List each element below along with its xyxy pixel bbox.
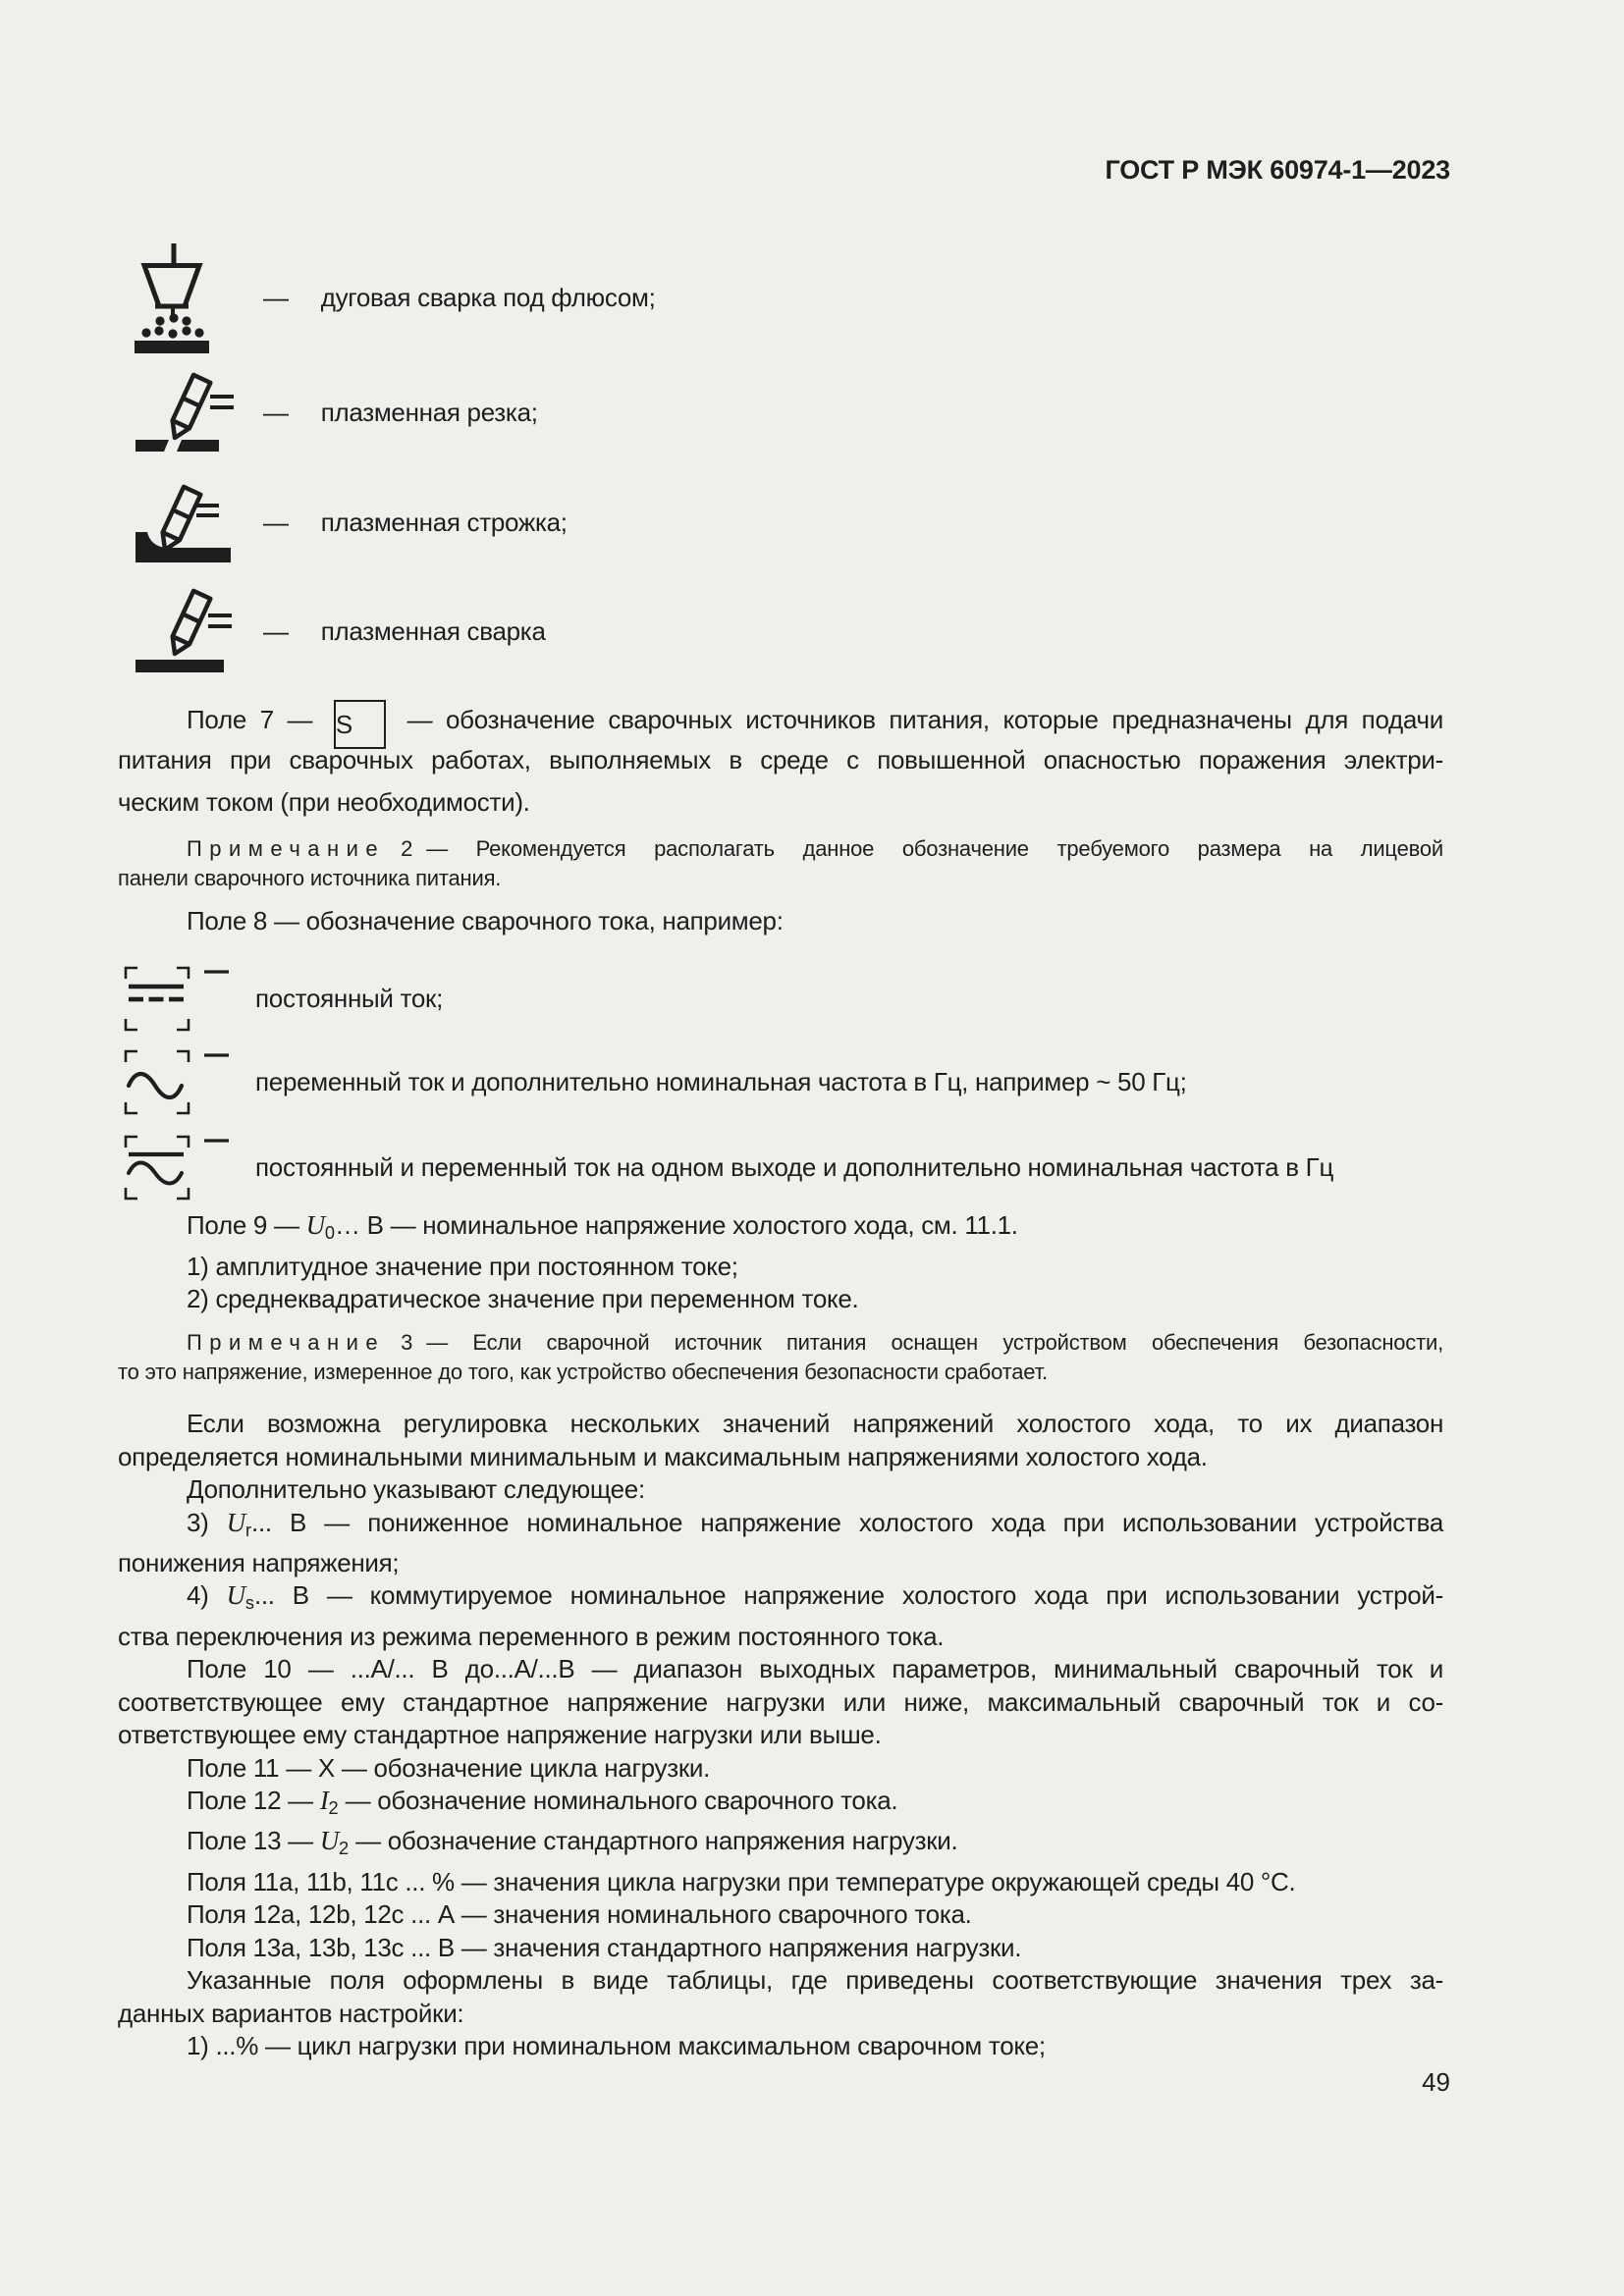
dash: — — [263, 398, 289, 427]
item3-line2: понижения напряжения; — [118, 1548, 400, 1578]
symbol-caption — [263, 281, 656, 314]
standard-designation-header: ГОСТ Р МЭК 60974-1—2023 — [1105, 155, 1450, 185]
symbol-row-alternating-current — [121, 1048, 1544, 1117]
item3-line1: 3) $U_r$... В — пониженное номинальное напряжение холостого хода при использовании устройства — [187, 1507, 1443, 1540]
note-number: 2 — [401, 836, 413, 861]
note2-line2: панели сварочного источника питания. — [118, 866, 502, 890]
item4-line1: 4) $U_s$... В — коммутируемое номинальное напряжение холостого хода при использовании устрой- — [187, 1580, 1443, 1614]
dash: — — [263, 616, 289, 646]
s-symbol-box — [334, 700, 386, 749]
regulation-para-line1: Если возможна регулировка нескольких значений напряжений холостого хода, то их диапазон — [187, 1409, 1443, 1439]
symbol-row-plasma-gouging — [0, 478, 1624, 581]
direct-current-icon — [121, 965, 237, 1034]
plasma-gouging-icon — [128, 478, 245, 576]
note-label: Примечание — [187, 1330, 386, 1356]
field10-line3: ответствующее ему стандартное напряжение нагрузки или выше. — [118, 1720, 882, 1750]
table-para-item1: 1) ...% — цикл нагрузки при номинальном максимальном сварочном токе; — [187, 2031, 1046, 2060]
symbol-caption — [263, 506, 568, 539]
field9-item1: 1) амплитудное значение при постоянном токе; — [187, 1251, 738, 1281]
symbol-row-plasma-cutting — [0, 371, 1624, 469]
field10-line2: соответствующее ему стандартное напряжение нагрузки или ниже, максимальный сварочный ток и со- — [118, 1686, 1443, 1717]
plasma-welding-icon — [128, 583, 245, 677]
symbol-label: постоянный и переменный ток на одном выходе и дополнительно номинальная частота в Гц — [255, 1152, 1334, 1182]
symbol-row-direct-and-alternating-current — [121, 1134, 1544, 1202]
note2-line1 — [118, 834, 1443, 864]
field7-prefix: Поле 7 — — [187, 704, 313, 734]
field9-line1: Поле 9 — $U_0\dots$ В — номинальное напряжение холостого хода, см. 11.1. — [187, 1210, 1018, 1244]
table-para-line2: данных вариантов настройки: — [118, 1998, 464, 2028]
fields-13abc-line: Поля 13a, 13b, 13c ... В — значения стандартного напряжения нагрузки. — [187, 1932, 1022, 1962]
note2-text: — Рекомендуется располагать данное обозначение требуемого размера на лицевой — [426, 836, 1443, 861]
symbol-label: плазменная резка; — [320, 398, 538, 427]
note3-text: — Если сварочной источник питания оснащен устройством обеспечения безопасности, — [426, 1330, 1443, 1356]
symbol-label: переменный ток и дополнительно номинальная частота в Гц, например ~ 50 Гц; — [255, 1067, 1187, 1096]
additional-para: Дополнительно указывают следующее: — [187, 1474, 645, 1505]
field13-line: Поле 13 — $U_2$ — обозначение стандартного напряжения нагрузки. — [187, 1826, 958, 1859]
note-label: Примечание — [187, 836, 386, 861]
field8-line: Поле 8 — обозначение сварочного тока, например: — [187, 906, 784, 935]
note3-line2: то это напряжение, измеренное до того, как устройство обеспечения безопасности сработает. — [118, 1360, 1048, 1385]
table-para-line1: Указанные поля оформлены в виде таблицы, где приведены соответствующие значения трех за- — [187, 1965, 1443, 1996]
symbol-row-submerged-arc-welding — [0, 239, 1624, 368]
field9-item2: 2) среднеквадратическое значение при переменном токе. — [187, 1283, 859, 1313]
direct-and-alternating-current-icon — [121, 1134, 237, 1202]
note3-line1 — [118, 1328, 1443, 1358]
field10-line1: Поле 10 — ...А/... В до...А/...В — диапазон выходных параметров, минимальный сварочный ток и — [187, 1654, 1443, 1684]
note-number: 3 — [401, 1330, 413, 1356]
symbol-label: постоянный ток; — [255, 984, 444, 1013]
symbol-caption — [263, 396, 538, 429]
regulation-para-line2: определяется номинальными минимальным и максимальным напряжениями холостого хода. — [118, 1441, 1208, 1471]
symbol-label: плазменная сварка — [320, 616, 546, 646]
symbol-label: плазменная строжка; — [320, 507, 568, 537]
field12-line: Поле 12 — $I_2$ — обозначение номинального сварочного тока. — [187, 1785, 898, 1819]
field7-line1 — [118, 697, 1443, 739]
symbol-row-plasma-welding — [0, 583, 1624, 681]
symbol-row-direct-current — [121, 965, 1544, 1034]
alternating-current-icon — [121, 1048, 237, 1117]
field7-suffix: — обозначение сварочных источников питания, которые предназначены для подачи — [406, 704, 1443, 734]
submerged-arc-welding-icon — [130, 241, 218, 361]
plasma-cutting-icon — [128, 371, 245, 461]
s-symbol-letter: S — [335, 710, 352, 739]
body-text — [118, 1209, 1443, 2062]
dash: — — [263, 507, 289, 537]
fields-11abc-line: Поля 11a, 11b, 11c ... % — значения цикла нагрузки при температуре окружающей среды 40 °С. — [187, 1866, 1296, 1896]
page-number: 49 — [1422, 2067, 1450, 2097]
symbol-caption — [263, 614, 546, 648]
symbol-label: дуговая сварка под флюсом; — [320, 283, 656, 312]
field7-line2: питания при сварочных работах, выполняемых в среде с повышенной опасностью поражения электри- — [118, 745, 1443, 774]
note-2 — [118, 834, 1443, 893]
dash: — — [263, 283, 289, 312]
field7-line3: ческим током (при необходимости). — [118, 787, 530, 817]
item4-line2: ства переключения из режима переменного в режим постоянного тока. — [118, 1621, 945, 1651]
fields-12abc-line: Поля 12a, 12b, 12c ... А — значения номинального сварочного тока. — [187, 1899, 972, 1930]
note-3 — [118, 1328, 1443, 1387]
field7-paragraph — [118, 697, 1443, 824]
field11-line: Поле 11 — X — обозначение цикла нагрузки. — [187, 1752, 711, 1783]
